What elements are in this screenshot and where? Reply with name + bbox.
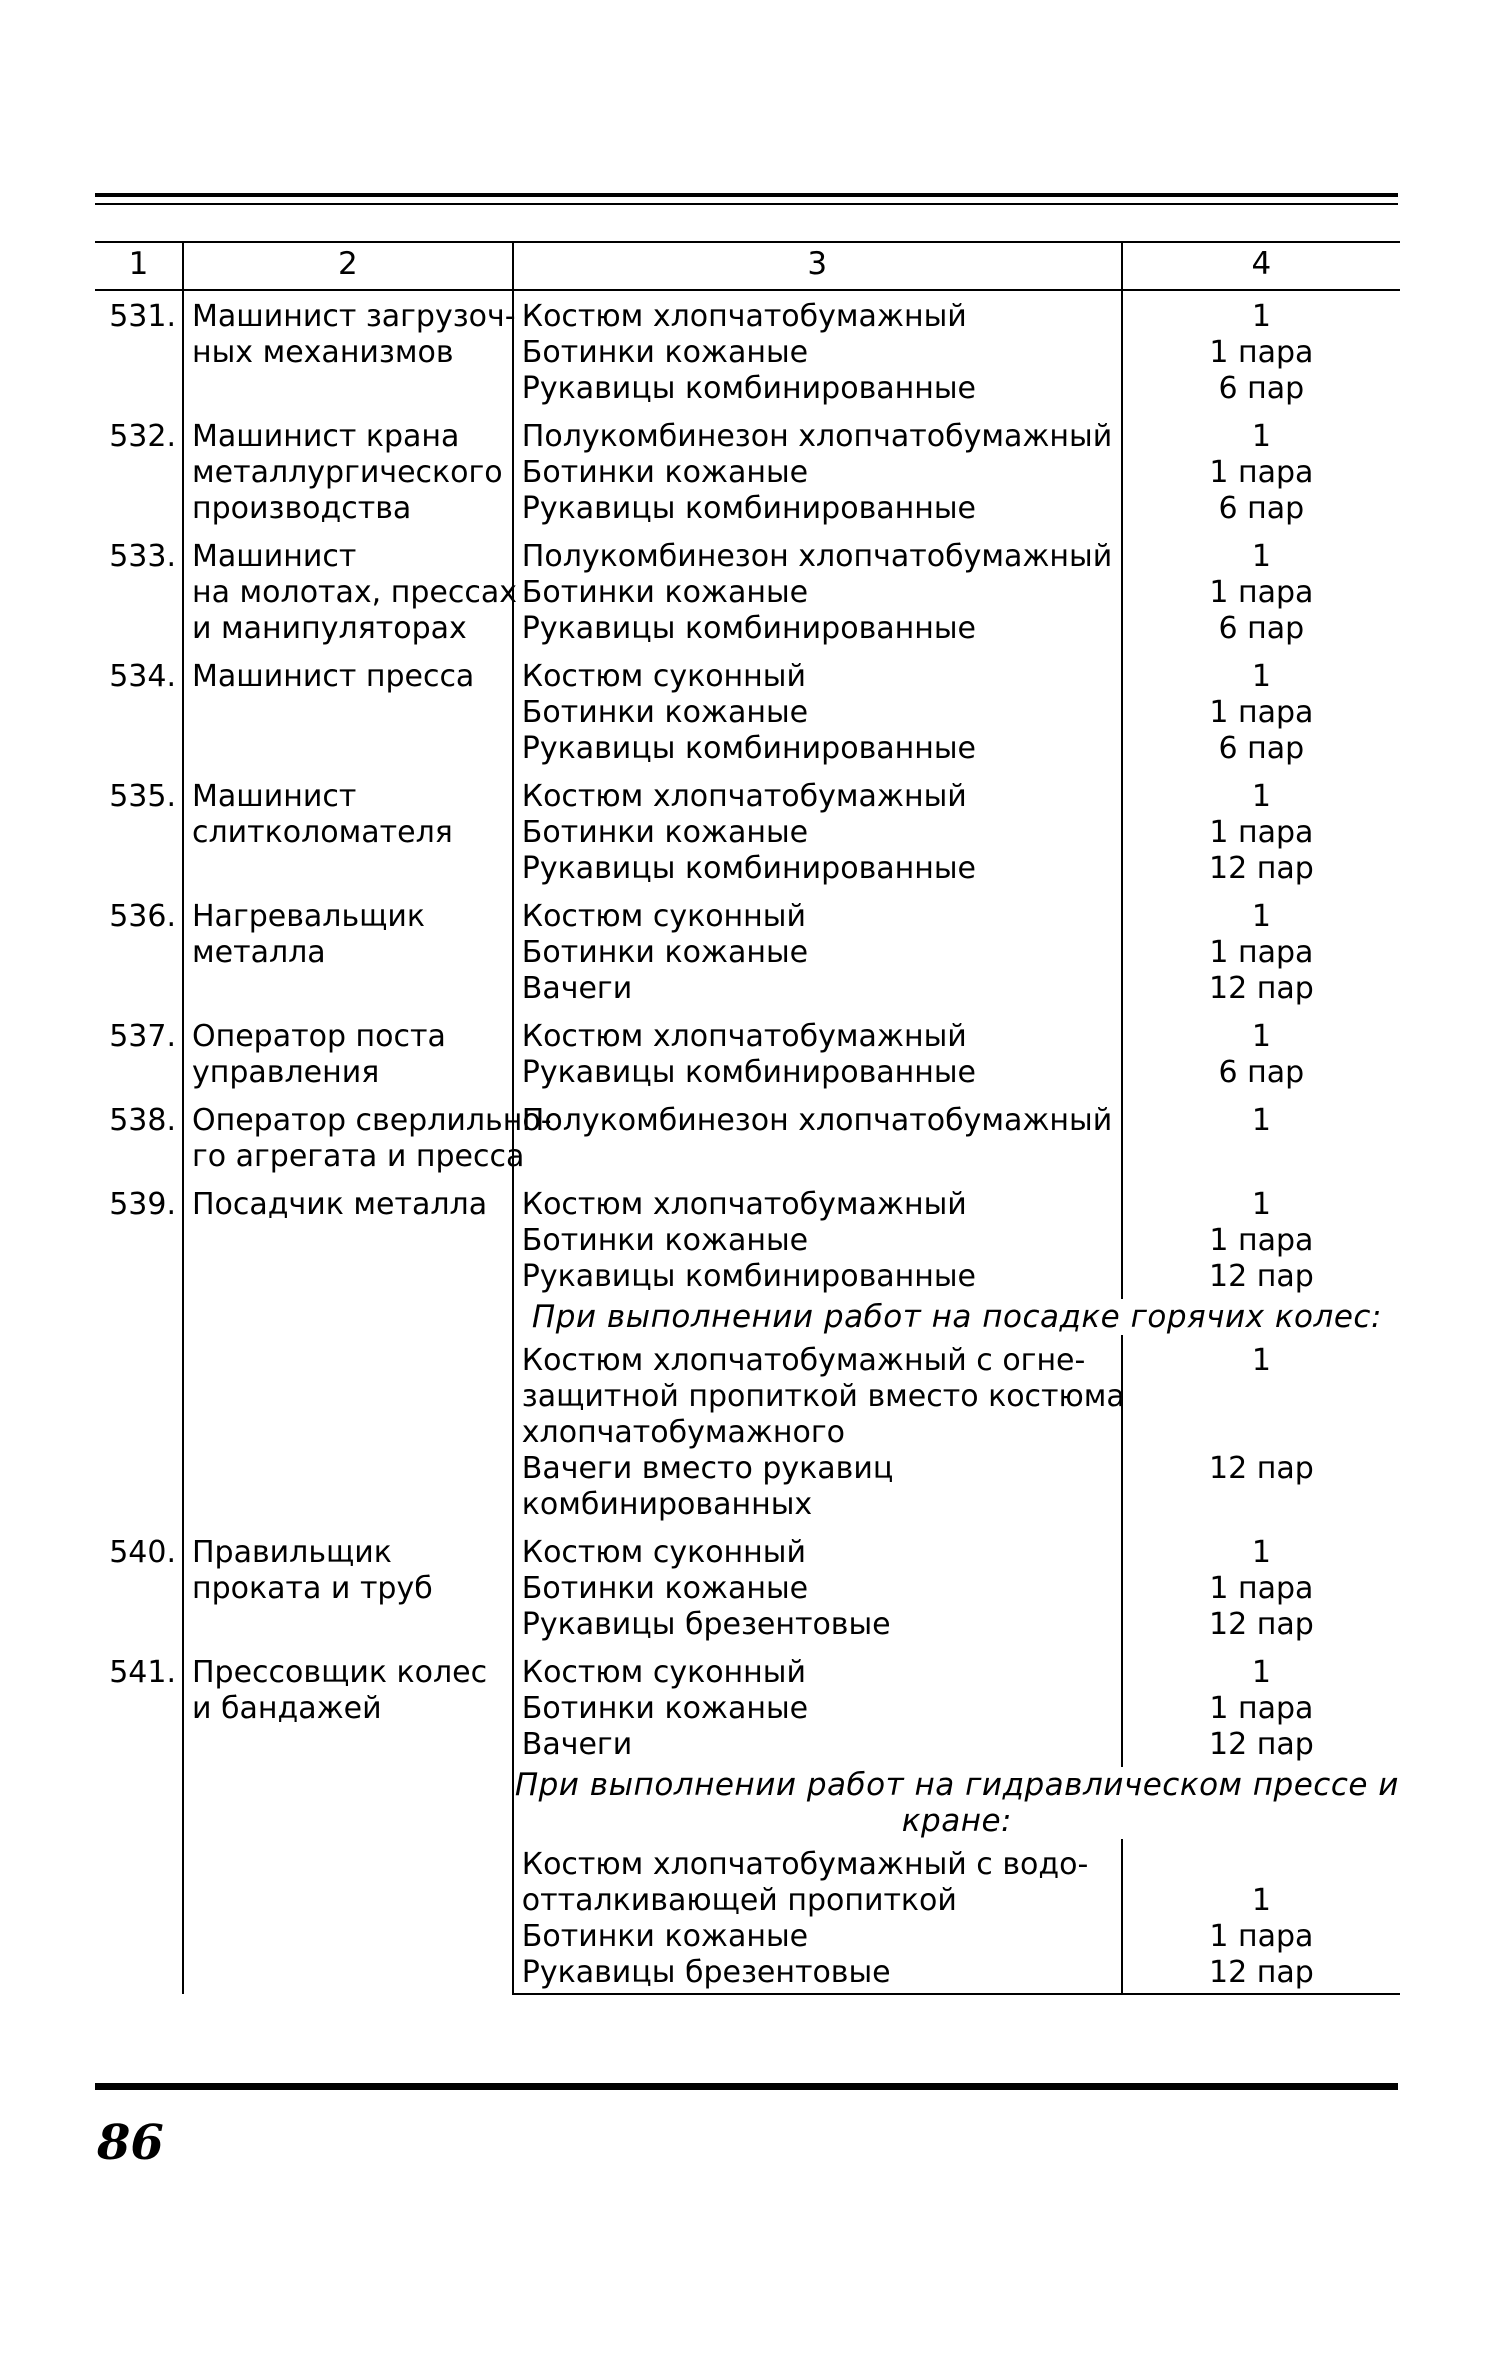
position-line: и бандажей bbox=[192, 1691, 382, 1726]
qty-line: 1 bbox=[1251, 539, 1271, 574]
items-lines bbox=[522, 1647, 1121, 1767]
position-line: металлургического bbox=[192, 455, 503, 490]
table-row bbox=[95, 531, 1400, 651]
position-line: ных механизмов bbox=[192, 335, 454, 370]
qty-line: 1 bbox=[1251, 1103, 1271, 1138]
qty-cell bbox=[1122, 1527, 1400, 1647]
row-number bbox=[95, 411, 183, 531]
item-line: Полукомбинезон хлопчатобумажный bbox=[521, 1103, 1113, 1138]
items-cell bbox=[513, 1095, 1122, 1179]
qty-line: 1 пара bbox=[1209, 1223, 1314, 1258]
qty-line: 1 пара bbox=[1209, 455, 1314, 490]
qty-cell bbox=[1122, 891, 1400, 1011]
item-line: Вачеги bbox=[521, 1727, 633, 1762]
row-number-text: 534. bbox=[109, 659, 176, 694]
qty-line: 6 пар bbox=[1218, 1055, 1305, 1090]
position-line: управления bbox=[192, 1055, 380, 1090]
position-cell bbox=[183, 1011, 513, 1095]
items-cell bbox=[513, 1647, 1122, 1767]
position-line: Машинист крана bbox=[192, 419, 460, 454]
qty-line: 1 bbox=[1251, 299, 1271, 334]
row-number-text: 538. bbox=[109, 1103, 176, 1138]
extra-items-lines bbox=[522, 1839, 1121, 1993]
qty-line: 1 bbox=[1251, 1343, 1271, 1378]
extra-items-cell bbox=[513, 1839, 1122, 1994]
position-lines bbox=[192, 531, 517, 651]
position-cell bbox=[183, 1095, 552, 1179]
header-col-2: 2 bbox=[183, 243, 513, 290]
items-lines bbox=[522, 1179, 1121, 1299]
qty-line: 6 пар bbox=[1218, 611, 1305, 646]
table-row bbox=[95, 290, 1400, 411]
top-rule-thick bbox=[95, 193, 1398, 197]
table-row bbox=[95, 1095, 1400, 1179]
bottom-rule-thick bbox=[95, 2083, 1398, 2090]
header-col-4: 4 bbox=[1122, 243, 1400, 290]
qty-line: 1 bbox=[1251, 1535, 1271, 1570]
qty-lines bbox=[1123, 891, 1400, 1011]
table-row bbox=[95, 771, 1400, 891]
item-line: Костюм хлопчатобумажный bbox=[521, 299, 967, 334]
row-number bbox=[95, 1095, 183, 1179]
row-number bbox=[95, 1011, 183, 1095]
items-cell bbox=[513, 651, 1122, 771]
row-number bbox=[95, 1179, 183, 1527]
position-lines bbox=[192, 1647, 512, 1731]
qty-line: 1 bbox=[1251, 1655, 1271, 1690]
item-line: Ботинки кожаные bbox=[521, 695, 809, 730]
qty-lines bbox=[1123, 1179, 1400, 1299]
header-row bbox=[95, 243, 1400, 290]
item-line: защитной пропиткой вместо костюма bbox=[521, 1379, 1125, 1414]
position-lines bbox=[192, 411, 512, 531]
position-lines bbox=[192, 651, 512, 699]
qty-line: 1 пара bbox=[1209, 1919, 1314, 1954]
items-lines bbox=[522, 1011, 1121, 1095]
item-line: хлопчатобумажного bbox=[521, 1415, 845, 1450]
position-cell bbox=[183, 1179, 513, 1527]
position-line: Правильщик bbox=[192, 1535, 392, 1570]
qty-cell bbox=[1122, 1095, 1400, 1179]
row-number-text: 535. bbox=[109, 779, 176, 814]
qty-line bbox=[1123, 1415, 1400, 1451]
items-lines bbox=[522, 771, 1121, 891]
item-line: Полукомбинезон хлопчатобумажный bbox=[521, 539, 1113, 574]
position-line: Машинист bbox=[192, 539, 357, 574]
items-lines bbox=[522, 1527, 1121, 1647]
items-cell bbox=[513, 1179, 1122, 1299]
position-cell bbox=[183, 411, 513, 531]
position-line: Нагревальщик bbox=[192, 899, 425, 934]
qty-line: 12 пар bbox=[1209, 1451, 1314, 1486]
qty-line: 6 пар bbox=[1218, 731, 1305, 766]
items-lines bbox=[522, 651, 1121, 771]
row-number bbox=[95, 1527, 183, 1647]
qty-line: 6 пар bbox=[1218, 371, 1305, 406]
items-lines bbox=[522, 1095, 1121, 1143]
position-line: и манипуляторах bbox=[192, 611, 467, 646]
row-number bbox=[95, 1647, 183, 1994]
qty-lines bbox=[1123, 291, 1400, 411]
item-line: Вачеги вместо рукавиц bbox=[521, 1451, 894, 1486]
extra-qty-lines bbox=[1123, 1839, 1400, 1993]
item-line: Ботинки кожаные bbox=[521, 1223, 809, 1258]
qty-line: 1 пара bbox=[1209, 1571, 1314, 1606]
items-lines bbox=[522, 411, 1121, 531]
item-line: отталкивающей пропиткой bbox=[521, 1883, 957, 1918]
item-line: Костюм хлопчатобумажный с водо- bbox=[521, 1847, 1089, 1882]
row-number-text: 533. bbox=[109, 539, 176, 574]
item-line: Вачеги bbox=[521, 971, 633, 1006]
qty-cell bbox=[1122, 771, 1400, 891]
qty-line: 12 пар bbox=[1209, 1727, 1314, 1762]
qty-line: 1 bbox=[1251, 1883, 1271, 1918]
row-number-text: 540. bbox=[109, 1535, 176, 1570]
protective-clothing-table bbox=[95, 243, 1400, 1995]
qty-cell bbox=[1122, 1011, 1400, 1095]
item-line: Ботинки кожаные bbox=[521, 575, 809, 610]
qty-line: 1 bbox=[1251, 899, 1271, 934]
item-line: Рукавицы комбинированные bbox=[521, 371, 976, 406]
item-line: Костюм хлопчатобумажный bbox=[521, 779, 967, 814]
items-lines bbox=[522, 531, 1121, 651]
qty-line: 1 пара bbox=[1209, 935, 1314, 970]
qty-line: 1 bbox=[1251, 779, 1271, 814]
position-lines bbox=[192, 1179, 512, 1227]
position-line: проката и труб bbox=[192, 1571, 433, 1606]
item-line: Рукавицы брезентовые bbox=[521, 1607, 891, 1642]
table-row bbox=[95, 651, 1400, 771]
items-cell bbox=[513, 1527, 1122, 1647]
position-line: Машинист загрузоч- bbox=[192, 299, 516, 334]
row-number bbox=[95, 891, 183, 1011]
item-line: Рукавицы комбинированные bbox=[521, 611, 976, 646]
row-number-text: 536. bbox=[109, 899, 176, 934]
qty-lines bbox=[1123, 771, 1400, 891]
item-line: Рукавицы комбинированные bbox=[521, 731, 976, 766]
extra-qty-cell bbox=[1122, 1335, 1400, 1527]
qty-line: 1 пара bbox=[1209, 1691, 1314, 1726]
row-number-text: 539. bbox=[109, 1187, 176, 1222]
position-cell bbox=[183, 531, 517, 651]
position-line: Оператор сверлильно- bbox=[192, 1103, 552, 1138]
position-line: Машинист пресса bbox=[192, 659, 475, 694]
table-row bbox=[95, 411, 1400, 531]
position-lines bbox=[192, 1095, 552, 1179]
qty-cell bbox=[1122, 411, 1400, 531]
item-line: Костюм суконный bbox=[521, 659, 806, 694]
item-line: Рукавицы комбинированные bbox=[521, 1259, 976, 1294]
condition-note: При выполнении работ на гидравлическом прессе и кране: bbox=[514, 1767, 1399, 1839]
position-line: Прессовщик колес bbox=[192, 1655, 488, 1690]
qty-cell bbox=[1122, 651, 1400, 771]
row-number-text: 532. bbox=[109, 419, 176, 454]
row-number bbox=[95, 531, 183, 651]
position-cell bbox=[183, 1527, 513, 1647]
items-cell bbox=[513, 531, 1122, 651]
item-line: Рукавицы брезентовые bbox=[521, 1955, 891, 1990]
items-cell bbox=[513, 1011, 1122, 1095]
qty-line bbox=[1123, 1847, 1400, 1883]
header-col-1: 1 bbox=[95, 243, 183, 290]
qty-line: 1 пара bbox=[1209, 335, 1314, 370]
item-line: Ботинки кожаные bbox=[521, 1919, 809, 1954]
qty-line: 1 bbox=[1251, 419, 1271, 454]
table-row bbox=[95, 1647, 1400, 1767]
position-lines bbox=[192, 771, 512, 855]
extra-qty-lines bbox=[1123, 1335, 1400, 1527]
row-number-text: 531. bbox=[109, 299, 176, 334]
position-cell bbox=[183, 290, 516, 411]
position-lines bbox=[192, 1011, 512, 1095]
qty-line bbox=[1123, 1487, 1400, 1523]
qty-line: 12 пар bbox=[1209, 1259, 1314, 1294]
qty-lines bbox=[1123, 531, 1400, 651]
qty-lines bbox=[1123, 1011, 1400, 1095]
qty-lines bbox=[1123, 1527, 1400, 1647]
position-line: Оператор поста bbox=[192, 1019, 446, 1054]
extra-qty-cell bbox=[1122, 1839, 1400, 1994]
position-lines bbox=[192, 891, 512, 975]
qty-lines bbox=[1123, 1095, 1400, 1143]
item-line: Ботинки кожаные bbox=[521, 1691, 809, 1726]
item-line: Костюм суконный bbox=[521, 899, 806, 934]
condition-note: При выполнении работ на посадке горячих колес: bbox=[531, 1299, 1382, 1335]
qty-line: 12 пар bbox=[1209, 1955, 1314, 1990]
item-line: Ботинки кожаные bbox=[521, 455, 809, 490]
qty-lines bbox=[1123, 1647, 1400, 1767]
item-line: Ботинки кожаные bbox=[521, 815, 809, 850]
qty-line: 1 пара bbox=[1209, 815, 1314, 850]
qty-line: 1 bbox=[1251, 659, 1271, 694]
table-row bbox=[95, 1179, 1400, 1299]
item-line: Костюм хлопчатобумажный bbox=[521, 1187, 967, 1222]
qty-lines bbox=[1123, 651, 1400, 771]
item-line: Рукавицы комбинированные bbox=[521, 491, 976, 526]
row-number bbox=[95, 771, 183, 891]
items-cell bbox=[513, 891, 1122, 1011]
item-line: Костюм хлопчатобумажный с огне- bbox=[521, 1343, 1086, 1378]
item-line: Костюм суконный bbox=[521, 1655, 806, 1690]
items-cell bbox=[513, 290, 1122, 411]
item-line: Ботинки кожаные bbox=[521, 935, 809, 970]
qty-line: 1 пара bbox=[1209, 695, 1314, 730]
items-cell bbox=[513, 771, 1122, 891]
position-line: Машинист bbox=[192, 779, 357, 814]
item-line: Рукавицы комбинированные bbox=[521, 1055, 976, 1090]
position-lines bbox=[192, 1527, 512, 1611]
qty-line bbox=[1123, 1379, 1400, 1415]
item-line: Полукомбинезон хлопчатобумажный bbox=[521, 419, 1113, 454]
top-rule-thin bbox=[95, 203, 1398, 205]
qty-cell bbox=[1122, 1179, 1400, 1299]
qty-cell bbox=[1122, 1647, 1400, 1767]
items-cell bbox=[513, 411, 1122, 531]
table-row bbox=[95, 1527, 1400, 1647]
position-cell bbox=[183, 891, 513, 1011]
item-line: Костюм суконный bbox=[521, 1535, 806, 1570]
qty-line: 1 bbox=[1251, 1019, 1271, 1054]
item-line: Ботинки кожаные bbox=[521, 335, 809, 370]
items-lines bbox=[522, 891, 1121, 1011]
qty-cell bbox=[1122, 290, 1400, 411]
item-line: Ботинки кожаные bbox=[521, 1571, 809, 1606]
row-number bbox=[95, 651, 183, 771]
table-row bbox=[95, 1011, 1400, 1095]
qty-line: 6 пар bbox=[1218, 491, 1305, 526]
header-col-3: 3 bbox=[513, 243, 1122, 290]
qty-line: 1 пара bbox=[1209, 575, 1314, 610]
qty-line: 1 bbox=[1251, 1187, 1271, 1222]
item-line: комбинированных bbox=[521, 1487, 813, 1522]
qty-lines bbox=[1123, 411, 1400, 531]
position-line: го агрегата и пресса bbox=[192, 1139, 525, 1174]
item-line: Костюм хлопчатобумажный bbox=[521, 1019, 967, 1054]
qty-line: 12 пар bbox=[1209, 851, 1314, 886]
extra-items-cell bbox=[513, 1335, 1125, 1527]
position-line: металла bbox=[192, 935, 326, 970]
position-cell bbox=[183, 1647, 513, 1994]
row-number-text: 537. bbox=[109, 1019, 176, 1054]
position-line: слитколомателя bbox=[192, 815, 453, 850]
items-lines bbox=[522, 291, 1121, 411]
qty-cell bbox=[1122, 531, 1400, 651]
position-cell bbox=[183, 651, 513, 771]
row-number-text: 541. bbox=[109, 1655, 176, 1690]
position-lines bbox=[192, 291, 516, 375]
table-row bbox=[95, 891, 1400, 1011]
extra-items-lines bbox=[521, 1335, 1125, 1527]
page-number: 86 bbox=[97, 2115, 164, 2171]
qty-line: 12 пар bbox=[1209, 971, 1314, 1006]
qty-line: 12 пар bbox=[1209, 1607, 1314, 1642]
position-line: на молотах, прессах bbox=[192, 575, 517, 610]
position-cell bbox=[183, 771, 513, 891]
item-line: Рукавицы комбинированные bbox=[521, 851, 976, 886]
row-number bbox=[95, 290, 183, 411]
position-line: производства bbox=[192, 491, 412, 526]
position-line: Посадчик металла bbox=[192, 1187, 488, 1222]
